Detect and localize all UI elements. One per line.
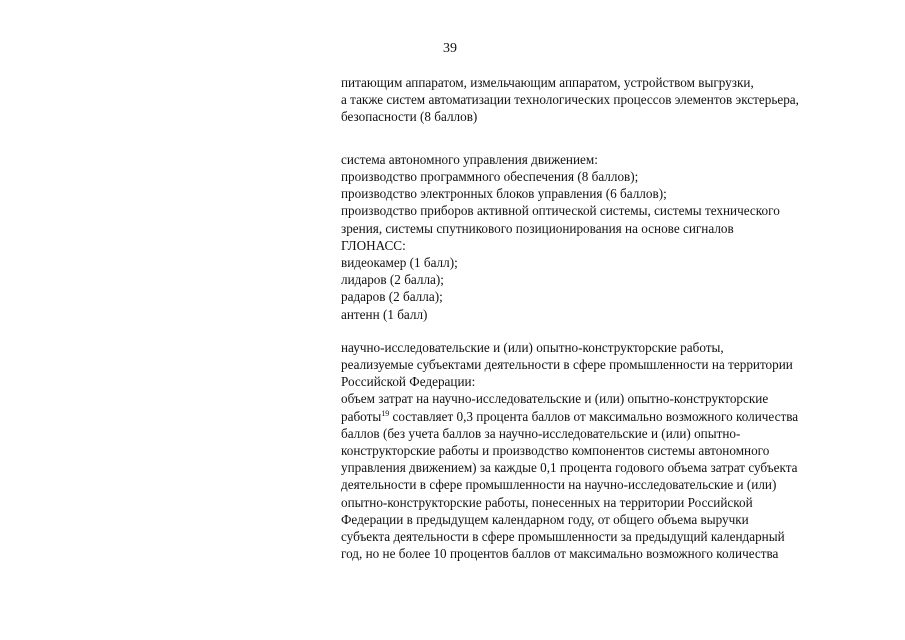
paragraph-gap: [341, 126, 881, 143]
text-line: а также систем автоматизации технологических процессов элементов экстерьера,: [341, 92, 799, 108]
text-line: деятельности в сфере промышленности на научно-исследовательские и (или): [341, 477, 777, 493]
paragraph-gap: [341, 323, 881, 331]
paragraph-gap: [341, 331, 881, 339]
paragraph-gap: [341, 143, 881, 151]
text-line-with-footnote: [341, 408, 881, 425]
paragraph-equipment-continuation: [341, 74, 881, 126]
document-body: [341, 74, 881, 562]
text-line: система автономного управления движением:: [341, 151, 598, 167]
text-line: Российской Федерации:: [341, 374, 476, 390]
text-line: ГЛОНАСС:: [341, 237, 406, 253]
text-line: опытно-конструкторские работы, понесенных на территории Российской: [341, 494, 753, 510]
text-line: зрения, системы спутникового позиционирования на основе сигналов: [341, 220, 734, 236]
text-fragment: составляет 0,3 процента баллов от максимально возможного количества: [389, 408, 799, 424]
text-line: производство электронных блоков управления (6 баллов);: [341, 186, 667, 202]
page-number: 39: [443, 41, 457, 56]
text-line: производство приборов активной оптической системы, системы технического: [341, 203, 780, 219]
text-line: питающим аппаратом, измельчающим аппаратом, устройством выгрузки,: [341, 75, 754, 90]
text-line: объем затрат на научно-исследовательские и (или) опытно-конструкторские: [341, 391, 769, 407]
footnote-reference[interactable]: 19: [381, 408, 390, 418]
paragraph-research-development: [341, 339, 881, 563]
text-line: Федерации в предыдущем календарном году, от общего объема выручки: [341, 511, 749, 527]
text-line: управления движением) за каждые 0,1 процента годового объема затрат субъекта: [341, 460, 798, 476]
text-line: конструкторские работы и производство компонентов системы автономного: [341, 443, 770, 459]
text-line: баллов (без учета баллов за научно-исследовательские и (или) опытно-: [341, 425, 741, 441]
text-line: год, но не более 10 процентов баллов от максимально возможного количества: [341, 546, 779, 562]
text-line: научно-исследовательские и (или) опытно-конструкторские работы,: [341, 339, 724, 355]
text-line: антенн (1 балл): [341, 306, 428, 322]
text-fragment: работы: [341, 408, 382, 424]
text-line: производство программного обеспечения (8 баллов);: [341, 169, 639, 184]
paragraph-autonomous-control: [341, 151, 881, 323]
text-line: субъекта деятельности в сфере промышленности за предыдущий календарный: [341, 529, 785, 545]
text-line: безопасности (8 баллов): [341, 109, 478, 125]
text-line: видеокамер (1 балл);: [341, 255, 458, 271]
text-line: радаров (2 балла);: [341, 289, 443, 305]
text-line: реализуемые субъектами деятельности в сфере промышленности на территории: [341, 357, 793, 373]
text-line: лидаров (2 балла);: [341, 272, 444, 288]
